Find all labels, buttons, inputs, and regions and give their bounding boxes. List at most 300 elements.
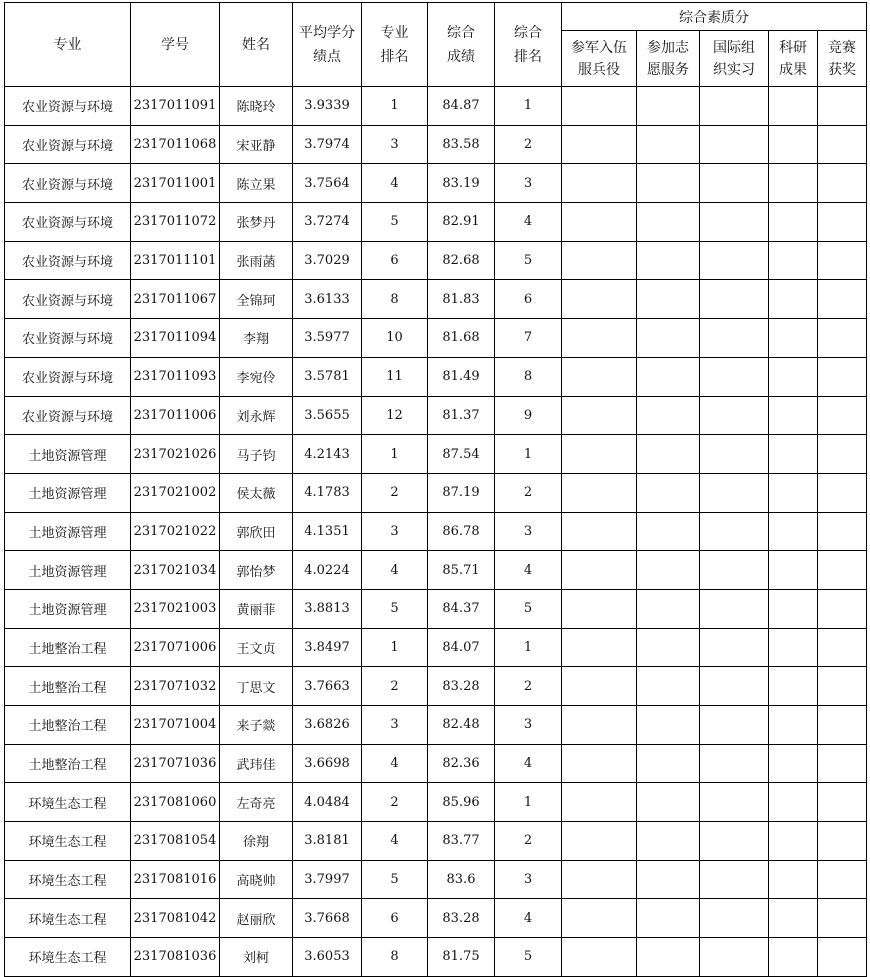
cell-student-id: 2317021026 <box>131 435 220 474</box>
cell-contest-awards <box>818 473 867 512</box>
cell-composite-score: 82.91 <box>428 203 495 242</box>
header-contest-line1: 竞赛 <box>828 39 856 56</box>
cell-volunteer-service <box>637 512 700 551</box>
cell-student-id: 2317081036 <box>131 938 220 977</box>
cell-composite-score: 87.19 <box>428 473 495 512</box>
header-gpa-line2: 绩点 <box>313 48 341 65</box>
header-gpa-line1: 平均学分 <box>299 24 355 41</box>
cell-contest-awards <box>818 744 867 783</box>
cell-major-rank: 3 <box>362 125 428 164</box>
cell-military-service <box>562 589 637 628</box>
cell-name: 张梦丹 <box>220 203 293 242</box>
cell-research-results <box>769 125 818 164</box>
table-row <box>5 860 867 899</box>
cell-intl-internship <box>700 938 769 977</box>
header-research-line2: 成果 <box>779 61 807 78</box>
cell-volunteer-service <box>637 589 700 628</box>
table-row <box>5 783 867 822</box>
cell-intl-internship <box>700 589 769 628</box>
cell-name: 宋亚静 <box>220 125 293 164</box>
cell-major-rank: 6 <box>362 241 428 280</box>
table-row <box>5 938 867 977</box>
cell-student-id: 2317071004 <box>131 706 220 745</box>
cell-gpa: 3.7274 <box>293 203 362 242</box>
cell-name: 张雨菡 <box>220 241 293 280</box>
cell-composite-score: 82.48 <box>428 706 495 745</box>
cell-gpa: 3.6133 <box>293 280 362 319</box>
cell-contest-awards <box>818 357 867 396</box>
cell-major: 环境生态工程 <box>5 822 131 861</box>
cell-major: 土地资源管理 <box>5 473 131 512</box>
cell-volunteer-service <box>637 899 700 938</box>
cell-name: 刘柯 <box>220 938 293 977</box>
cell-name: 武玮佳 <box>220 744 293 783</box>
cell-name: 王文贞 <box>220 628 293 667</box>
cell-major: 土地资源管理 <box>5 589 131 628</box>
cell-gpa: 3.6698 <box>293 744 362 783</box>
cell-military-service <box>562 319 637 358</box>
cell-volunteer-service <box>637 319 700 358</box>
cell-major-rank: 2 <box>362 473 428 512</box>
cell-military-service <box>562 164 637 203</box>
cell-composite-rank: 5 <box>495 241 562 280</box>
header-name: 姓名 <box>220 3 293 87</box>
table-row <box>5 203 867 242</box>
cell-major: 土地整治工程 <box>5 667 131 706</box>
header-quality-score-group: 综合素质分 <box>562 3 867 31</box>
header-major-rank <box>362 3 428 87</box>
table-row <box>5 357 867 396</box>
cell-composite-rank: 2 <box>495 473 562 512</box>
cell-volunteer-service <box>637 164 700 203</box>
cell-major: 农业资源与环境 <box>5 357 131 396</box>
cell-name: 高晓帅 <box>220 860 293 899</box>
cell-major: 土地资源管理 <box>5 551 131 590</box>
cell-volunteer-service <box>637 203 700 242</box>
cell-contest-awards <box>818 899 867 938</box>
cell-name: 全锦珂 <box>220 280 293 319</box>
cell-student-id: 2317011101 <box>131 241 220 280</box>
header-volunteer-line1: 参加志 <box>647 39 689 56</box>
cell-composite-rank: 2 <box>495 125 562 164</box>
header-composite-rank-line2: 排名 <box>514 48 542 65</box>
header-military-line1: 参军入伍 <box>571 39 627 56</box>
cell-contest-awards <box>818 667 867 706</box>
cell-intl-internship <box>700 396 769 435</box>
header-composite-score <box>428 3 495 87</box>
table-row <box>5 589 867 628</box>
cell-military-service <box>562 822 637 861</box>
cell-intl-internship <box>700 87 769 126</box>
cell-composite-score: 85.71 <box>428 551 495 590</box>
cell-military-service <box>562 512 637 551</box>
cell-student-id: 2317011091 <box>131 87 220 126</box>
cell-volunteer-service <box>637 241 700 280</box>
cell-composite-score: 83.77 <box>428 822 495 861</box>
cell-contest-awards <box>818 706 867 745</box>
cell-volunteer-service <box>637 125 700 164</box>
cell-research-results <box>769 396 818 435</box>
cell-gpa: 4.2143 <box>293 435 362 474</box>
cell-composite-rank: 3 <box>495 512 562 551</box>
cell-gpa: 4.1783 <box>293 473 362 512</box>
cell-military-service <box>562 435 637 474</box>
cell-major-rank: 4 <box>362 164 428 203</box>
cell-intl-internship <box>700 783 769 822</box>
cell-name: 来子燚 <box>220 706 293 745</box>
cell-composite-rank: 7 <box>495 319 562 358</box>
cell-gpa: 4.0484 <box>293 783 362 822</box>
cell-student-id: 2317081054 <box>131 822 220 861</box>
cell-volunteer-service <box>637 396 700 435</box>
cell-major-rank: 5 <box>362 589 428 628</box>
cell-military-service <box>562 87 637 126</box>
cell-name: 李宛伶 <box>220 357 293 396</box>
cell-composite-score: 81.37 <box>428 396 495 435</box>
header-composite-score-line2: 成绩 <box>447 48 475 65</box>
cell-gpa: 3.9339 <box>293 87 362 126</box>
table-row <box>5 280 867 319</box>
cell-intl-internship <box>700 125 769 164</box>
cell-major-rank: 4 <box>362 551 428 590</box>
cell-composite-rank: 3 <box>495 860 562 899</box>
cell-contest-awards <box>818 203 867 242</box>
header-research-results <box>769 31 818 87</box>
cell-intl-internship <box>700 357 769 396</box>
cell-major: 农业资源与环境 <box>5 241 131 280</box>
cell-gpa: 3.8497 <box>293 628 362 667</box>
cell-composite-score: 86.78 <box>428 512 495 551</box>
cell-research-results <box>769 164 818 203</box>
cell-composite-rank: 1 <box>495 783 562 822</box>
cell-research-results <box>769 203 818 242</box>
table-row <box>5 744 867 783</box>
cell-research-results <box>769 783 818 822</box>
cell-research-results <box>769 589 818 628</box>
cell-research-results <box>769 319 818 358</box>
cell-contest-awards <box>818 512 867 551</box>
cell-student-id: 2317071006 <box>131 628 220 667</box>
header-military-line2: 服兵役 <box>578 61 620 78</box>
cell-gpa: 4.0224 <box>293 551 362 590</box>
cell-research-results <box>769 628 818 667</box>
cell-gpa: 3.7668 <box>293 899 362 938</box>
cell-major-rank: 12 <box>362 396 428 435</box>
cell-name: 马子钧 <box>220 435 293 474</box>
table-row <box>5 164 867 203</box>
cell-contest-awards <box>818 87 867 126</box>
table-header <box>5 3 867 87</box>
cell-name: 黄丽菲 <box>220 589 293 628</box>
cell-major-rank: 5 <box>362 860 428 899</box>
cell-gpa: 3.5977 <box>293 319 362 358</box>
header-major-rank-line1: 专业 <box>380 24 409 41</box>
cell-research-results <box>769 706 818 745</box>
cell-contest-awards <box>818 551 867 590</box>
cell-major: 土地整治工程 <box>5 628 131 667</box>
cell-gpa: 3.7029 <box>293 241 362 280</box>
table-row <box>5 87 867 126</box>
cell-composite-rank: 8 <box>495 357 562 396</box>
header-composite-rank <box>495 3 562 87</box>
cell-major: 农业资源与环境 <box>5 125 131 164</box>
cell-intl-internship <box>700 706 769 745</box>
cell-composite-rank: 2 <box>495 822 562 861</box>
cell-intl-internship <box>700 203 769 242</box>
cell-gpa: 3.6826 <box>293 706 362 745</box>
cell-gpa: 3.7997 <box>293 860 362 899</box>
cell-major-rank: 3 <box>362 706 428 745</box>
cell-composite-rank: 4 <box>495 744 562 783</box>
cell-contest-awards <box>818 822 867 861</box>
cell-military-service <box>562 860 637 899</box>
table-row <box>5 241 867 280</box>
cell-major-rank: 6 <box>362 899 428 938</box>
cell-intl-internship <box>700 473 769 512</box>
cell-military-service <box>562 357 637 396</box>
cell-name: 侯太薇 <box>220 473 293 512</box>
cell-military-service <box>562 744 637 783</box>
cell-intl-internship <box>700 628 769 667</box>
cell-gpa: 3.7663 <box>293 667 362 706</box>
cell-intl-internship <box>700 667 769 706</box>
cell-composite-score: 83.28 <box>428 667 495 706</box>
cell-name: 陈立果 <box>220 164 293 203</box>
cell-major-rank: 1 <box>362 435 428 474</box>
cell-major: 土地整治工程 <box>5 744 131 783</box>
cell-contest-awards <box>818 628 867 667</box>
cell-military-service <box>562 783 637 822</box>
header-research-line1: 科研 <box>779 39 807 56</box>
cell-major: 农业资源与环境 <box>5 87 131 126</box>
header-major-rank-line2: 排名 <box>380 48 409 65</box>
cell-composite-rank: 4 <box>495 551 562 590</box>
cell-contest-awards <box>818 860 867 899</box>
cell-volunteer-service <box>637 783 700 822</box>
cell-military-service <box>562 628 637 667</box>
cell-major: 环境生态工程 <box>5 783 131 822</box>
cell-research-results <box>769 860 818 899</box>
cell-intl-internship <box>700 899 769 938</box>
cell-major-rank: 8 <box>362 280 428 319</box>
cell-military-service <box>562 241 637 280</box>
cell-student-id: 2317021003 <box>131 589 220 628</box>
cell-contest-awards <box>818 125 867 164</box>
table-row <box>5 396 867 435</box>
cell-research-results <box>769 938 818 977</box>
cell-research-results <box>769 822 818 861</box>
cell-composite-score: 83.28 <box>428 899 495 938</box>
table-row <box>5 667 867 706</box>
cell-major-rank: 11 <box>362 357 428 396</box>
cell-composite-score: 81.83 <box>428 280 495 319</box>
table-row <box>5 822 867 861</box>
cell-volunteer-service <box>637 938 700 977</box>
cell-contest-awards <box>818 783 867 822</box>
header-contest-line2: 获奖 <box>828 61 856 78</box>
cell-composite-score: 84.37 <box>428 589 495 628</box>
cell-military-service <box>562 396 637 435</box>
cell-major: 农业资源与环境 <box>5 319 131 358</box>
cell-composite-score: 84.07 <box>428 628 495 667</box>
cell-composite-score: 83.19 <box>428 164 495 203</box>
cell-composite-score: 82.68 <box>428 241 495 280</box>
cell-name: 赵丽欣 <box>220 899 293 938</box>
cell-composite-rank: 5 <box>495 589 562 628</box>
cell-intl-internship <box>700 822 769 861</box>
cell-research-results <box>769 241 818 280</box>
cell-volunteer-service <box>637 706 700 745</box>
cell-name: 刘永辉 <box>220 396 293 435</box>
table-row <box>5 512 867 551</box>
cell-research-results <box>769 473 818 512</box>
cell-major-rank: 4 <box>362 822 428 861</box>
cell-major: 环境生态工程 <box>5 938 131 977</box>
cell-student-id: 2317011068 <box>131 125 220 164</box>
cell-composite-rank: 1 <box>495 435 562 474</box>
header-composite-rank-line1: 综合 <box>514 24 542 41</box>
cell-contest-awards <box>818 164 867 203</box>
cell-student-id: 2317071036 <box>131 744 220 783</box>
cell-intl-internship <box>700 744 769 783</box>
cell-major-rank: 2 <box>362 667 428 706</box>
cell-military-service <box>562 899 637 938</box>
cell-student-id: 2317021034 <box>131 551 220 590</box>
cell-research-results <box>769 899 818 938</box>
cell-composite-score: 83.6 <box>428 860 495 899</box>
header-composite-score-line1: 综合 <box>447 24 475 41</box>
cell-contest-awards <box>818 589 867 628</box>
cell-composite-rank: 4 <box>495 203 562 242</box>
cell-student-id: 2317021002 <box>131 473 220 512</box>
cell-contest-awards <box>818 241 867 280</box>
cell-composite-rank: 3 <box>495 706 562 745</box>
cell-research-results <box>769 280 818 319</box>
cell-contest-awards <box>818 396 867 435</box>
cell-volunteer-service <box>637 551 700 590</box>
cell-composite-rank: 2 <box>495 667 562 706</box>
cell-composite-rank: 3 <box>495 164 562 203</box>
table-row <box>5 473 867 512</box>
cell-intl-internship <box>700 164 769 203</box>
header-student-id: 学号 <box>131 3 220 87</box>
cell-military-service <box>562 938 637 977</box>
cell-gpa: 3.8181 <box>293 822 362 861</box>
cell-composite-score: 81.75 <box>428 938 495 977</box>
header-contest-awards <box>818 31 867 87</box>
cell-volunteer-service <box>637 860 700 899</box>
cell-military-service <box>562 280 637 319</box>
table-row <box>5 125 867 164</box>
header-intl-line1: 国际组 <box>713 39 755 56</box>
cell-contest-awards <box>818 435 867 474</box>
cell-major: 农业资源与环境 <box>5 203 131 242</box>
cell-military-service <box>562 667 637 706</box>
cell-volunteer-service <box>637 357 700 396</box>
cell-intl-internship <box>700 319 769 358</box>
cell-major: 农业资源与环境 <box>5 280 131 319</box>
cell-composite-rank: 5 <box>495 938 562 977</box>
cell-major-rank: 1 <box>362 628 428 667</box>
cell-name: 丁思文 <box>220 667 293 706</box>
cell-volunteer-service <box>637 667 700 706</box>
cell-gpa: 3.5655 <box>293 396 362 435</box>
table-row <box>5 435 867 474</box>
cell-composite-rank: 1 <box>495 87 562 126</box>
cell-research-results <box>769 667 818 706</box>
table-row <box>5 706 867 745</box>
cell-major-rank: 10 <box>362 319 428 358</box>
cell-contest-awards <box>818 938 867 977</box>
cell-composite-rank: 4 <box>495 899 562 938</box>
cell-gpa: 3.7974 <box>293 125 362 164</box>
cell-composite-rank: 6 <box>495 280 562 319</box>
cell-student-id: 2317011093 <box>131 357 220 396</box>
cell-contest-awards <box>818 319 867 358</box>
cell-major: 环境生态工程 <box>5 899 131 938</box>
cell-composite-score: 82.36 <box>428 744 495 783</box>
cell-composite-score: 84.87 <box>428 87 495 126</box>
cell-major: 农业资源与环境 <box>5 396 131 435</box>
cell-volunteer-service <box>637 628 700 667</box>
cell-major: 土地资源管理 <box>5 512 131 551</box>
ranking-table <box>4 2 867 977</box>
cell-name: 郭怡梦 <box>220 551 293 590</box>
cell-research-results <box>769 512 818 551</box>
cell-student-id: 2317021022 <box>131 512 220 551</box>
cell-composite-score: 83.58 <box>428 125 495 164</box>
cell-name: 郭欣田 <box>220 512 293 551</box>
cell-intl-internship <box>700 280 769 319</box>
cell-major-rank: 3 <box>362 512 428 551</box>
cell-composite-score: 81.68 <box>428 319 495 358</box>
cell-gpa: 3.6053 <box>293 938 362 977</box>
header-intl-internship <box>700 31 769 87</box>
cell-volunteer-service <box>637 473 700 512</box>
cell-major: 环境生态工程 <box>5 860 131 899</box>
cell-volunteer-service <box>637 822 700 861</box>
cell-composite-score: 87.54 <box>428 435 495 474</box>
cell-intl-internship <box>700 860 769 899</box>
cell-military-service <box>562 203 637 242</box>
cell-name: 左奇亮 <box>220 783 293 822</box>
cell-student-id: 2317081016 <box>131 860 220 899</box>
table-row <box>5 628 867 667</box>
cell-research-results <box>769 744 818 783</box>
cell-student-id: 2317081060 <box>131 783 220 822</box>
cell-student-id: 2317011067 <box>131 280 220 319</box>
table-row <box>5 551 867 590</box>
cell-name: 陈晓玲 <box>220 87 293 126</box>
cell-contest-awards <box>818 280 867 319</box>
cell-intl-internship <box>700 551 769 590</box>
cell-gpa: 3.5781 <box>293 357 362 396</box>
cell-volunteer-service <box>637 744 700 783</box>
cell-major-rank: 8 <box>362 938 428 977</box>
cell-military-service <box>562 706 637 745</box>
cell-name: 李翔 <box>220 319 293 358</box>
cell-research-results <box>769 357 818 396</box>
cell-intl-internship <box>700 241 769 280</box>
header-volunteer-line2: 愿服务 <box>647 61 689 78</box>
cell-composite-score: 85.96 <box>428 783 495 822</box>
cell-student-id: 2317011094 <box>131 319 220 358</box>
cell-student-id: 2317081042 <box>131 899 220 938</box>
header-gpa <box>293 3 362 87</box>
cell-research-results <box>769 87 818 126</box>
header-military-service <box>562 31 637 87</box>
cell-student-id: 2317011006 <box>131 396 220 435</box>
